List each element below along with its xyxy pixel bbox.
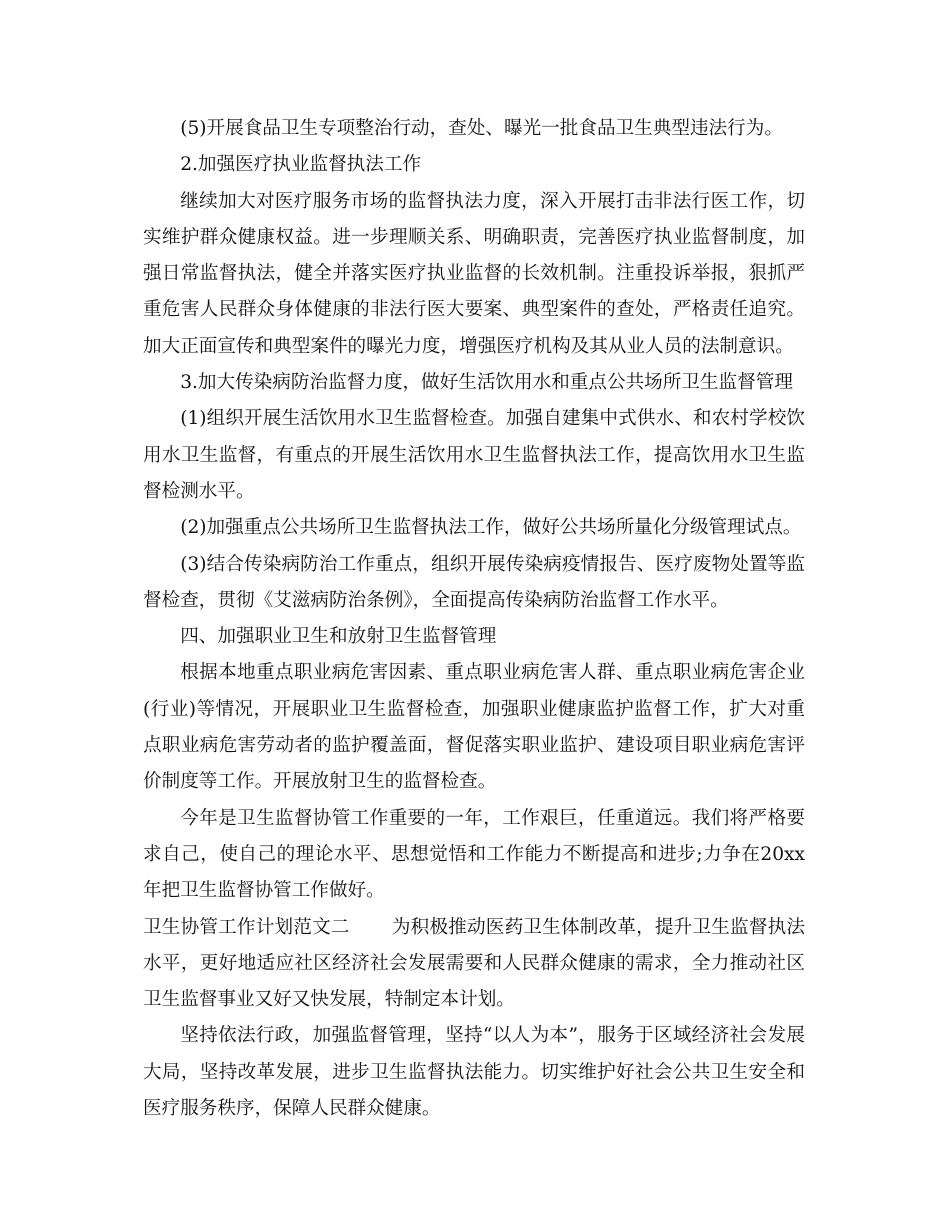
paragraph-epidemic-reporting: (3)结合传染病防治工作重点，组织开展传染病疫情报告、医疗废物处置等监督检查，贯彻《艾滋病防治条例》，全面提高传染病防治监督工作水平。 (143, 553, 805, 611)
section-two-paragraph (143, 910, 805, 1019)
section-intro-text: 为积极推动医药卫生体制改革，提升卫生监督执法水平，更好地适应社区经济社会发展需要和人民群众健康的需求，全力推动社区卫生监督事业又好又快发展，特制定本计划。 (143, 916, 805, 1011)
paragraph-occupational-health: 根据本地重点职业病危害因素、重点职业病危害人群、重点职业病危害企业(行业)等情况，开展职业卫生监督检查，加强职业健康监护监督工作，扩大对重点职业病危害劳动者的监护覆盖面，督促落实职业监护、建设项目职业病危害评价制度等工作。开展放射卫生的监督检查。 (143, 662, 805, 793)
heading-medical-supervision: 2.加强医疗执业监督执法工作 (180, 154, 422, 176)
paragraph-closing: 坚持依法行政，加强监督管理，坚持“以人为本”，服务于区域经济社会发展大局，坚持改革发展，进步卫生监督执法能力。切实维护好社会公共卫生安全和医疗服务秩序，保障人民群众健康。 (143, 1025, 805, 1120)
section-title: 卫生协管工作计划范文二 (143, 916, 350, 938)
heading-occupational-health: 四、加强职业卫生和放射卫生监督管理 (180, 626, 497, 648)
heading-infectious-disease: 3.加大传染病防治监督力度，做好生活饮用水和重点公共场所卫生监督管理 (180, 372, 793, 394)
paragraph-public-places: (2)加强重点公共场所卫生监督执法工作，做好公共场所量化分级管理试点。 (180, 517, 802, 539)
paragraph-year-goal: 今年是卫生监督协管工作重要的一年，工作艰巨，任重道远。我们将严格要求自己，使自己的理论水平、思想觉悟和工作能力不断提高和进步;力争在20xx年把卫生监督协管工作做好。 (143, 807, 805, 902)
paragraph-medical-supervision: 继续加大对医疗服务市场的监督执法力度，深入开展打击非法行医工作，切实维护群众健康权益。进一步理顺关系、明确职责，完善医疗执业监督制度，加强日常监督执法，健全并落实医疗执业监督的长效机制。注重投诉举报，狠抓严重危害人民群众身体健康的非法行医大要案、典型案件的查处，严格责任追究。加大正面宣传和典型案件的曝光力度，增强医疗机构及其从业人员的法制意识。 (143, 190, 805, 357)
paragraph-food-hygiene: (5)开展食品卫生专项整治行动，查处、曝光一批食品卫生典型违法行为。 (180, 118, 783, 139)
paragraph-drinking-water: (1)组织开展生活饮用水卫生监督检查。加强自建集中式供水、和农村学校饮用水卫生监督，有重点的开展生活饮用水卫生监督执法工作，提高饮用水卫生监督检测水平。 (143, 408, 805, 502)
document-page (143, 111, 805, 1127)
